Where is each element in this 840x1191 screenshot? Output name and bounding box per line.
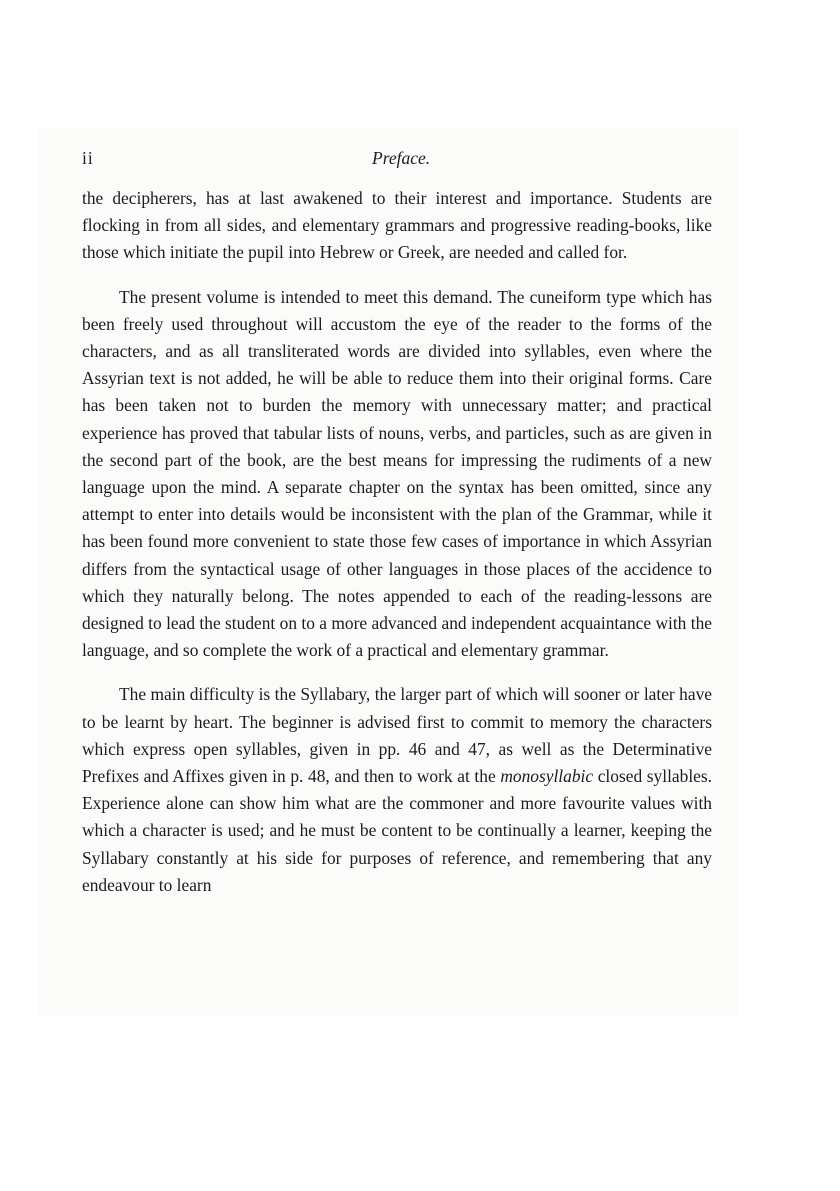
- italic-term-monosyllabic: monosyllabic: [500, 766, 594, 787]
- paragraph-3: [82, 681, 712, 899]
- paragraph-2: The present volume is intended to meet this demand. The cuneiform type which has been freely used throughout will accustom the eye of the reader to the forms of the characters, and as all transliterated words are divided into syllables, even where the Assyrian text is not added, he will be able to reduce them into their original forms. Care has been taken not to burden the memory with unnecessary matter; and practical experience has proved that tabular lists of nouns, verbs, and particles, such as are given in the second part of the book, are the best means for impressing the rudiments of a new language upon the mind. A separate chapter on the syntax has been omitted, since any attempt to enter into details would be inconsistent with the plan of the Grammar, while it has been found more convenient to state those few cases of importance in which Assyrian differs from the syntactical usage of other languages in those places of the accidence to which they naturally belong. The notes appended to each of the reading-lessons are designed to lead the student on to a more advanced and independent acquaintance with the language, and so complete the work of a practical and elementary grammar.: [82, 286, 712, 661]
- paragraph-3-text-after: closed syllables. Experience alone can show him what are the commoner and more favourite values with which a character is used; and he must be content to be continually a learner, keeping the Syllabary constantly at his side for purposes of reference, and remembering that any endeavour to learn: [82, 766, 712, 895]
- paragraph-1: the decipherers, has at last awakened to their interest and importance. Students are flocking in from all sides, and elementary grammars and progressive reading-books, like those which initiate the pupil into Hebrew or Greek, are needed and called for.: [82, 188, 712, 263]
- page-number: ii: [82, 148, 94, 168]
- body-text: [82, 185, 712, 899]
- running-head: Preface.: [372, 148, 431, 168]
- page-header: [82, 146, 712, 172]
- paragraph-3-text-before: The main difficulty is the Syllabary, the larger part of which will sooner or later have to be learnt by heart. The beginner is advised first to commit to memory the characters which express open syllables, given in pp. 46 and 47, as well as the Determinative Prefixes and Affixes given in p. 48, and then to work at the: [82, 684, 712, 787]
